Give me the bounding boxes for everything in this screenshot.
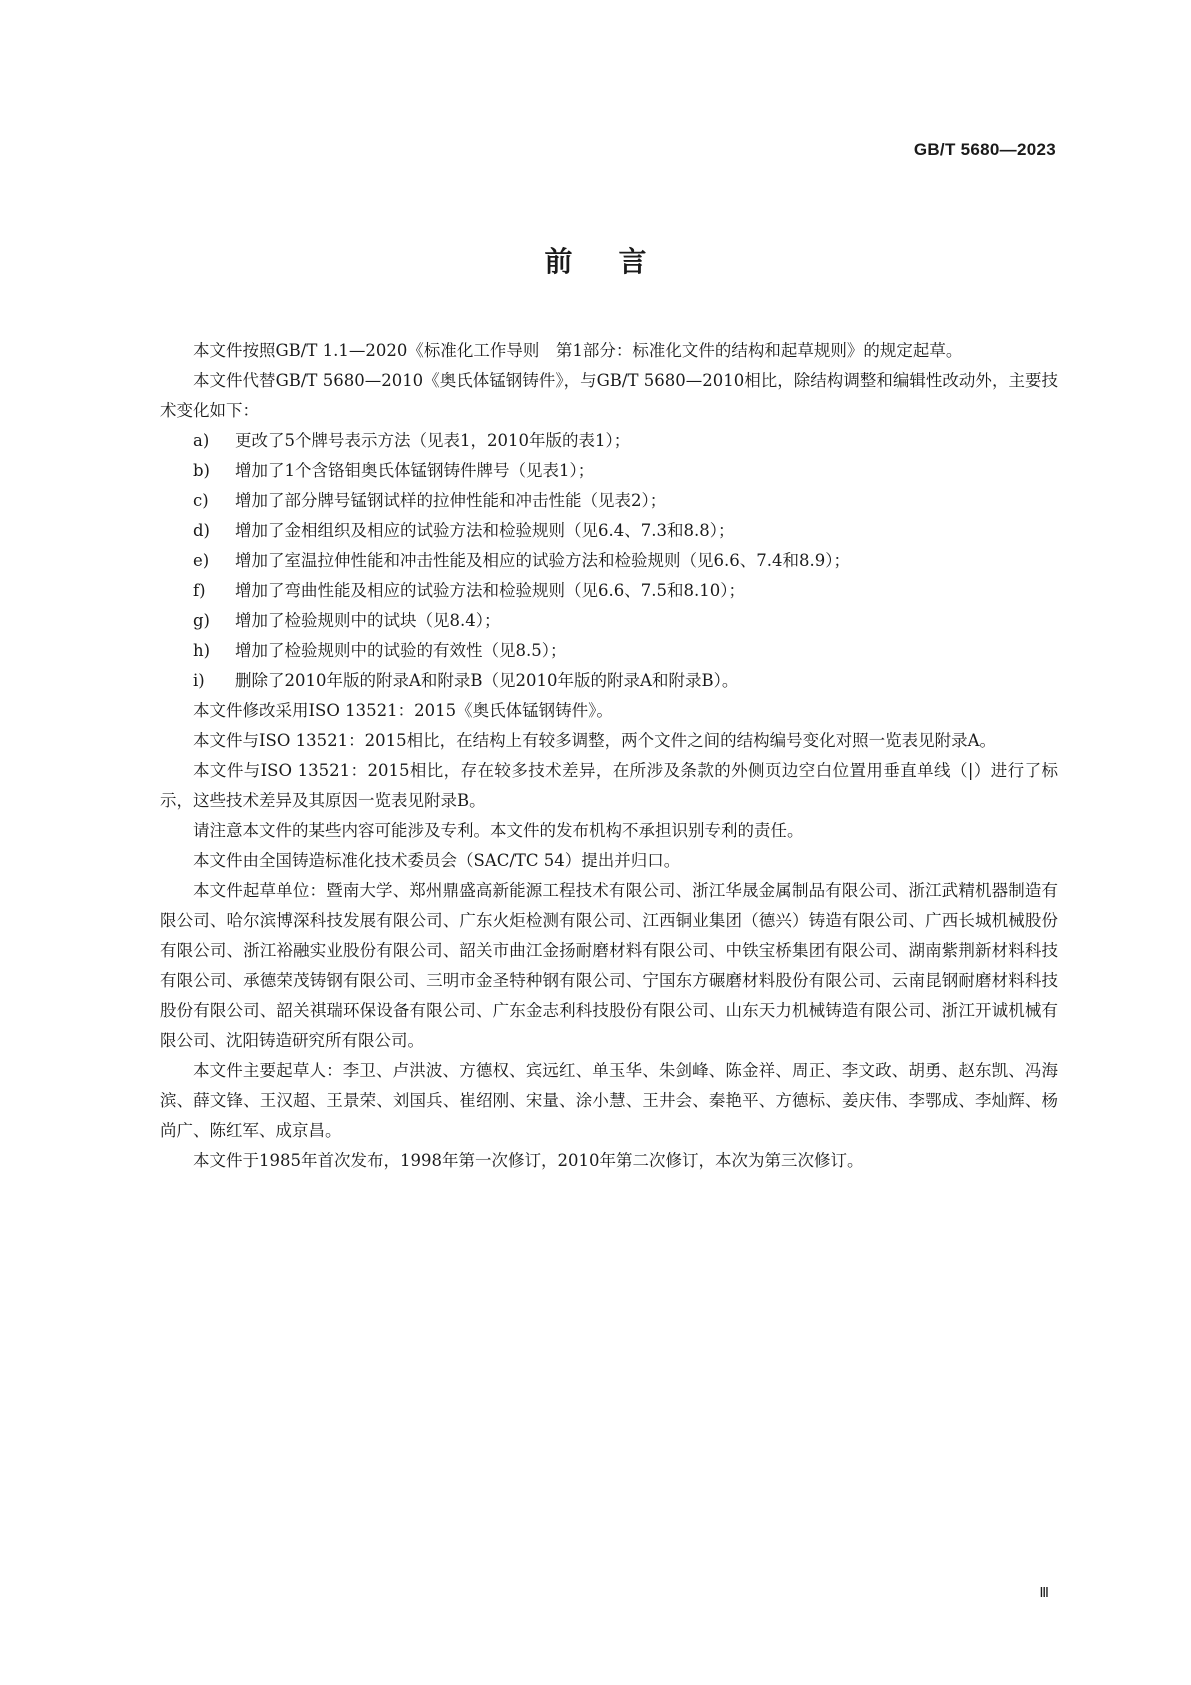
list-marker: g): [193, 611, 210, 630]
list-marker: c): [193, 491, 209, 510]
list-item-text: 更改了5个牌号表示方法（见表1，2010年版的表1）；: [235, 431, 631, 450]
list-marker: a): [193, 431, 210, 450]
list-item-text: 增加了金相组织及相应的试验方法和检验规则（见6.4、7.3和8.8）；: [235, 521, 735, 540]
page-title: 前言: [544, 245, 693, 278]
list-item: [160, 666, 1058, 696]
paragraph-history: 本文件于1985年首次发布，1998年第一次修订，2010年第二次修订，本次为第三次修订。: [193, 1151, 864, 1170]
list-marker: b): [193, 461, 210, 480]
list-item-text: 增加了弯曲性能及相应的试验方法和检验规则（见6.6、7.5和8.10）；: [235, 581, 745, 600]
list-marker: f): [193, 581, 206, 600]
changes-list: [160, 426, 1058, 696]
list-item-text: 删除了2010年版的附录A和附录B（见2010年版的附录A和附录B）。: [235, 671, 739, 690]
paragraph-replaces: 本文件代替GB/T 5680—2010《奥氏体锰钢铸件》，与GB/T 5680—2010相比，除结构调整和编辑性改动外，主要技术变化如下：: [160, 371, 1058, 420]
foreword-body: [160, 336, 1058, 1176]
list-item: [160, 456, 1058, 486]
paragraph-patent-notice: 请注意本文件的某些内容可能涉及专利。本文件的发布机构不承担识别专利的责任。: [193, 821, 804, 840]
paragraph-proposer: 本文件由全国铸造标准化技术委员会（SAC/TC 54）提出并归口。: [193, 851, 681, 870]
list-item: [160, 636, 1058, 666]
list-marker: h): [193, 641, 211, 660]
paragraph-drafters: 本文件主要起草人：李卫、卢洪波、方德权、宾远红、单玉华、朱剑峰、陈金祥、周正、李文政、胡勇、赵东凯、冯海滨、薛文锋、王汉超、王景荣、刘国兵、崔绍刚、宋量、涂小慧、王井会、秦艳平、方德标、姜庆伟、李鄂成、李灿辉、杨尚广、陈红军、成京昌。: [160, 1061, 1058, 1140]
list-marker: d): [193, 521, 210, 540]
list-item: [160, 606, 1058, 636]
list-item: [160, 516, 1058, 546]
page-number: Ⅲ: [1039, 1586, 1049, 1601]
list-item-text: 增加了部分牌号锰钢试样的拉伸性能和冲击性能（见表2）；: [235, 491, 667, 510]
list-item: [160, 426, 1058, 456]
paragraph-structure: 本文件与ISO 13521：2015相比，在结构上有较多调整，两个文件之间的结构编号变化对照一览表见附录A。: [193, 731, 996, 750]
paragraph-drafting-units: 本文件起草单位：暨南大学、郑州鼎盛高新能源工程技术有限公司、浙江华晟金属制品有限公司、浙江武精机器制造有限公司、哈尔滨博深科技发展有限公司、广东火炬检测有限公司、江西铜业集团（德兴）铸造有限公司、广西长城机械股份有限公司、浙江裕融实业股份有限公司、韶关市曲江金扬耐磨材料有限公司、中铁宝桥集团有限公司、湖南紫荆新材料科技有限公司、承德荣茂铸钢有限公司、三明市金圣特种钢有限公司、宁国东方碾磨材料股份有限公司、云南昆钢耐磨材料科技股份有限公司、韶关祺瑞环保设备有限公司、广东金志利科技股份有限公司、山东天力机械铸造有限公司、浙江开诚机械有限公司、沈阳铸造研究所有限公司。: [160, 881, 1058, 1050]
list-item-text: 增加了检验规则中的试块（见8.4）；: [235, 611, 501, 630]
paragraph-adoption: 本文件修改采用ISO 13521：2015《奥氏体锰钢铸件》。: [193, 701, 613, 720]
list-marker: i): [193, 671, 205, 690]
list-marker: e): [193, 551, 210, 570]
paragraph-drafting-rules: 本文件按照GB/T 1.1—2020《标准化工作导则 第1部分：标准化文件的结构和起草规则》的规定起草。: [193, 341, 963, 360]
paragraph-technical-differences: 本文件与ISO 13521：2015相比，存在较多技术差异，在所涉及条款的外侧页边空白位置用垂直单线（|）进行了标示，这些技术差异及其原因一览表见附录B。: [160, 761, 1058, 810]
list-item-text: 增加了室温拉伸性能和冲击性能及相应的试验方法和检验规则（见6.6、7.4和8.9）；: [235, 551, 850, 570]
list-item: [160, 486, 1058, 516]
list-item-text: 增加了检验规则中的试验的有效性（见8.5）；: [235, 641, 567, 660]
standard-code: GB/T 5680—2023: [913, 140, 1056, 159]
list-item-text: 增加了1个含铬钼奥氏体锰钢铸件牌号（见表1）；: [235, 461, 595, 480]
list-item: [160, 546, 1058, 576]
list-item: [160, 576, 1058, 606]
